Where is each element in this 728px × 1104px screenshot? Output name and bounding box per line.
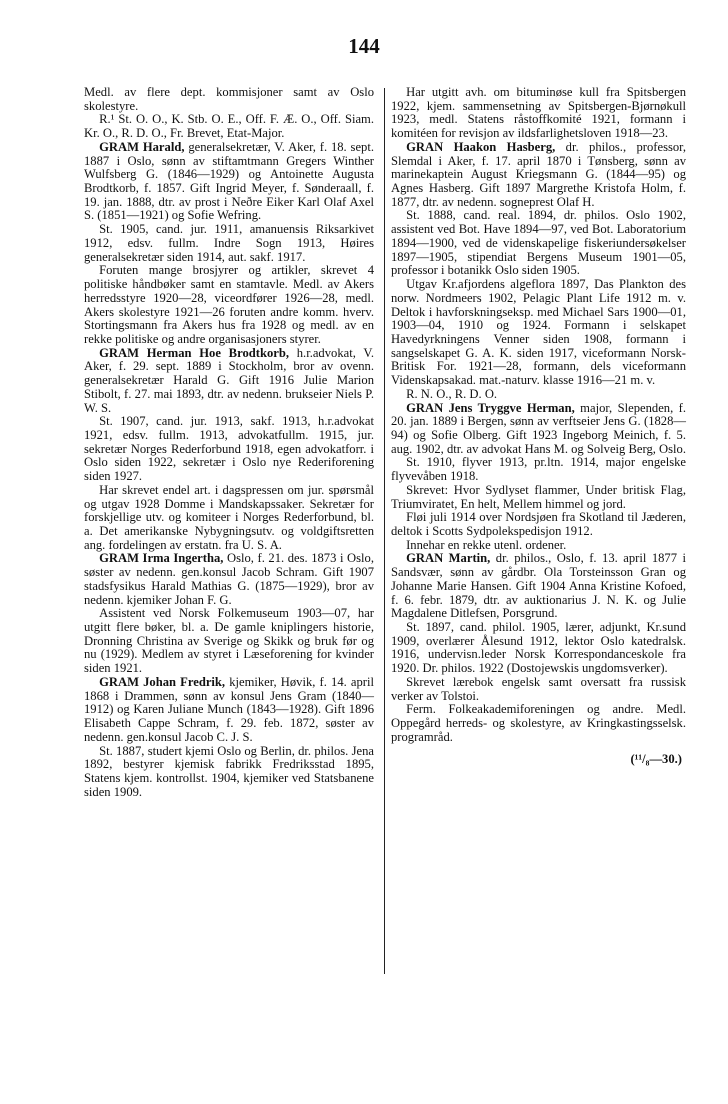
column-divider [384,88,385,974]
entry-name: GRAN Martin, [406,551,491,566]
biography-entry [391,402,686,457]
paragraph-text: St. 1888, cand. real. 1894, dr. philos. Oslo 1902, assistent ved Bot. Have 1894—97, ved Bot. Laboratorium 1894—1900, ved de videnskapelige fiskeriundersøkelser 1897—1905, stipendiat Bergens Museum 1901—05, professor i botanikk Oslo siden 1905. [391,208,686,278]
paragraph-text: Oslo, f. 21. des. 1873 i Oslo, søster av nedenn. gen.konsul Jacob Schram. Gift 1907 stadsfysikus Harald Mathias G. (1875—1929), bror av nedenn. kjemiker Johan F. G. [84,551,374,607]
paragraph-text: kjemiker, Høvik, f. 14. april 1868 i Drammen, sønn av konsul Jens Gram (1840—1912) og Karen Juliane Munch (1843—1928). Gift 1896 Elisabeth Cappe Schram, f. 29. feb. 1872, søster av nedenn. gen.konsul Jacob C. J. S. [84,674,374,744]
paragraph [391,388,686,402]
paragraph-text: Skrevet: Hvor Sydlyset flammer, Under britisk Flag, Triumviratet, En helt, Mellem himmel og jord. [391,482,686,511]
entry-name: GRAN Jens Tryggve Herman, [406,400,575,415]
paragraph-text: generalsekretær, V. Aker, f. 18. sept. 1887 i Oslo, sønn av stiftamtmann Gregers Winther Wulfsberg G. (1846—1929) og Antoinette Augusta Brodtkorb, f. 1857. Gift Ingrid Meyer, f. Sønderaall, f. 19. jan. 1888, dtr. av prost i Neðre Eiker Karl Olaf Axel S. (1851—1921) og Sofie Wefring. [84,139,374,223]
page-number: 144 [348,34,380,58]
entry-name: GRAM Johan Fredrik, [99,674,226,689]
paragraph-text: St. 1887, studert kjemi Oslo og Berlin, dr. philos. Jena 1892, bestyrer kjemisk fabrikk Fredriksstad 1895, Statens kjem. kontrollst. 1904, kjemiker ved Statsbanene siden 1909. [84,743,374,799]
footer-date: (¹¹/₈—30.) [630,751,682,766]
paragraph [84,86,374,113]
paragraph [391,209,686,278]
paragraph-text: St. 1905, cand. jur. 1911, amanuensis Riksarkivet 1912, edsv. fullm. Indre Sogn 1913, Høires generalsekretær siden 1914, aut. sakf. 1917. [84,222,374,264]
paragraph [391,511,686,538]
entry-name: GRAM Irma Ingertha, [99,551,224,566]
paragraph [84,745,374,800]
paragraph [391,539,686,553]
paragraph [84,415,374,484]
paragraph-text: Har skrevet endel art. i dagspressen om jur. spørsmål og utgav 1928 Domme i Mandskapssaker. Sekretær for forskjellige utv. og komiteer i Norges Rederforbund, bl. a. Det amerikanske Nybygningsutv. og voldgiftsretten ang. fordelingen av erstatn. fra U. S. A. [84,482,374,552]
biography-entry [84,676,374,745]
paragraph-text: Skrevet lærebok engelsk samt oversatt fra russisk verker av Tolstoi. [391,674,686,703]
left-column [84,86,374,799]
entry-name: GRAM Herman Hoe Brodtkorb, [99,345,289,360]
paragraph-text: St. 1897, cand. philol. 1905, lærer, adjunkt, Kr.sund 1909, overlærer Ålesund 1912, lektor Oslo katedralsk. 1916, undervisn.leder Norsk Korrespondanceskole fra 1920. Dr. philos. 1922 (Dostojewskis ungdomsverker). [391,620,686,676]
biography-entry [84,141,374,223]
paragraph-text: St. 1910, flyver 1913, pr.ltn. 1914, major engelske flyvevåben 1918. [391,455,686,484]
paragraph-text: Assistent ved Norsk Folkemuseum 1903—07, har utgitt flere bøker, bl. a. De gamle kniplingers historie, Dronning Christina av Sverige og Skikk og bruk før og nu (1929). Medlem av styret i Læseforening for kvinder siden 1921. [84,606,374,676]
paragraph-text: St. 1907, cand. jur. 1913, sakf. 1913, h.r.advokat 1921, edsv. fullm. 1913, advokatfullm. 1915, jur. sekretær Norges Rederforbund 1918, egen advokatforr. i Oslo siden 1922, sekretær i Oslo nye Rederiforening siden 1927. [84,414,374,484]
paragraph-text: Fløi juli 1914 over Nordsjøen fra Skotland til Jæderen, deltok i Scotts Sydpolekspedisjon 1912. [391,510,686,538]
paragraph [391,621,686,676]
paragraph [391,703,686,744]
paragraph-text: R.¹ St. O. O., K. Stb. O. E., Off. F. Æ. O., Off. Siam. Kr. O., R. D. O., Fr. Brevet, Etat-Major. [84,112,374,141]
paragraph [84,484,374,553]
paragraph-text: Ferm. Folkeakademiforeningen og andre. Medl. Oppegård herreds- og skolestyre, av Kringkastingsselsk. programråd. [391,702,686,744]
entry-name: GRAM Harald, [99,139,185,154]
biography-entry [84,552,374,607]
right-column [391,86,686,766]
paragraph [391,278,686,388]
paragraph [391,484,686,511]
paragraph-text: Utgav Kr.afjordens algeflora 1897, Das Plankton des norw. Nordmeers 1902, Pelagic Plant Life 1912 m. v. Deltok i havforskningseksp. med Michael Sars 1900—01, 1903—04, 1910 og 1924. Formann i selskapet Havedyrkningens Venner siden 1908, formann i sangselskapet G. A. K. siden 1917, viceformann Norsk-Britisk For. 1921—28, formann, dels viceformann Videnskapsakad. mat.-naturv. klasse 1916—21 m. v. [391,277,686,388]
paragraph-text: dr. philos., professor, Slemdal i Aker, f. 17. april 1870 i Tønsberg, sønn av marinekaptein August Kriegsmann G. (1844—95) og Agnes Hasberg. Gift 1897 Margrethe Kristofa Holm, f. 1877, dtr. av nedenn. sogneprest Olaf H. [391,139,687,209]
biography-entry [391,141,686,210]
paragraph [84,113,374,140]
paragraph [391,86,686,141]
paragraph [84,223,374,264]
paragraph-text: major, Slependen, f. 20. jan. 1889 i Bergen, sønn av verftseier Jens G. (1828—94) og Sofie Olberg. Gift 1923 Ingeborg Meinich, f. 5. aug. 1902, dtr. av advokat Hans M. og Solveig Berg, Oslo. [391,400,686,456]
paragraph [391,456,686,483]
paragraph-text: h.r.advokat, V. Aker, f. 29. sept. 1889 i Stockholm, bror av ovenn. generalsekretær Harald G. Gift 1916 Julie Marion Stibolt, f. 27. mai 1893, dtr. av nedenn. brukseier Niels P. W. S. [84,345,375,415]
paragraph [84,607,374,676]
paragraph-text: R. N. O., R. D. O. [406,386,498,401]
paragraph-text: Innehar en rekke utenl. ordener. [406,537,567,552]
paragraph [84,264,374,346]
paragraph-text: Foruten mange brosjyrer og artikler, skrevet 4 politiske håndbøker samt en stamtavle. Medl. av Akers herredsstyre 1920—28, viceordfører 1926—28, medl. Akers skolestyre 1921—26 foruten andre komm. hverv. Stortingsmann fra Akers hus fra 1928 og medl. av en rekke politiske og andre organisasjoners styrer. [84,263,374,346]
paragraph-text: Medl. av flere dept. kommisjoner samt av Oslo skolestyre. [84,85,374,113]
paragraph-text: Har utgitt avh. om bituminøse kull fra Spitsbergen 1922, kjem. sammensetning av Spitsbergen-Bjørnøkull 1923, medl. Statens råstoffkomité 1921, formann i komitéen for revisjon av ildsfarlighetsloven 1918—23. [391,85,686,141]
biography-entry [391,552,686,621]
biography-entry [84,347,374,416]
entry-name: GRAN Haakon Hasberg, [406,139,556,154]
paragraph [391,676,686,703]
paragraph-text: dr. philos., Oslo, f. 13. april 1877 i Sandsvær, sønn av gårdbr. Ola Torsteinsson Gran og Johanne Marie Hansen. Gift 1904 Anna Kristine Kofoed, f. 6. febr. 1879, dtr. av auktionarius J. N. K. og Julie Magdalene Ditlefsen, Porsgrund. [391,551,686,621]
